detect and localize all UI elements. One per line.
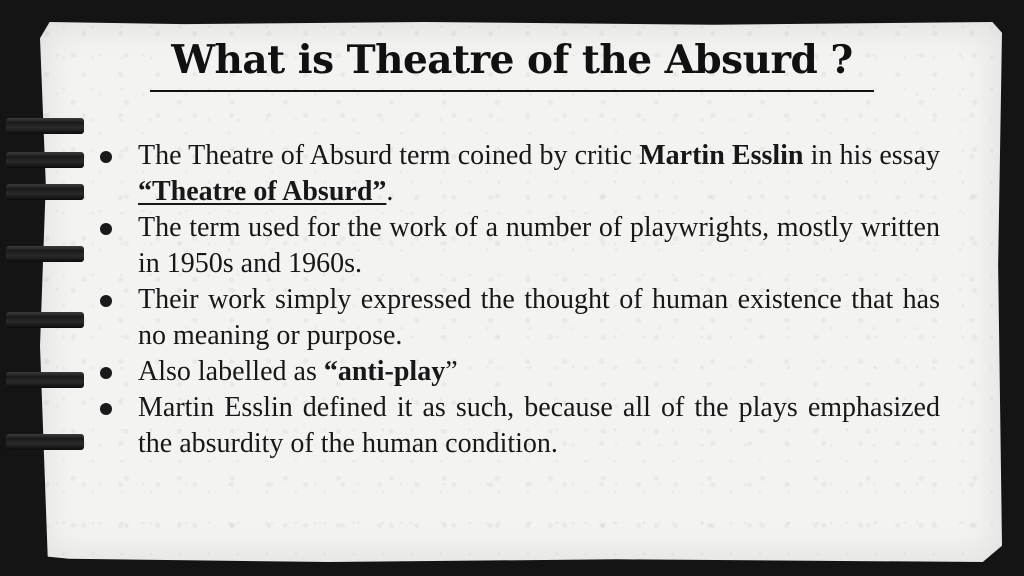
- underlined-essay-title: “Theatre of Absurd”: [138, 176, 387, 207]
- bullet-text: Also labelled as: [138, 356, 324, 387]
- bullet-text: Their work simply expressed the thought of human existence that has no meaning or purpose.: [138, 284, 940, 351]
- binder-ring: [6, 246, 84, 262]
- bullet-text: .: [386, 176, 394, 207]
- bullet-item: [98, 138, 940, 210]
- binder-ring: [6, 118, 84, 134]
- bullet-item: [98, 354, 940, 390]
- bold-text: “anti-play: [323, 356, 446, 387]
- bullet-text: Martin Esslin defined it as such, because all of the plays emphasized the absurdity of the human condition.: [138, 392, 940, 459]
- binder-ring: [6, 312, 84, 328]
- bullet-dot-icon: [100, 367, 112, 379]
- binder-ring: [6, 434, 84, 450]
- bullet-list: [98, 138, 940, 462]
- bullet-dot-icon: [100, 151, 112, 163]
- bullet-dot-icon: [100, 295, 112, 307]
- bullet-item: [98, 282, 940, 354]
- bold-text: Martin Esslin: [639, 140, 804, 171]
- bullet-text: ”: [445, 356, 458, 387]
- slide-title: What is Theatre of the Absurd ?: [150, 36, 874, 92]
- bullet-dot-icon: [100, 223, 112, 235]
- binder-ring: [6, 152, 84, 168]
- bullet-item: [98, 390, 940, 462]
- bullet-item: [98, 210, 940, 282]
- bullet-text: The term used for the work of a number of playwrights, mostly written in 1950s and 1960s.: [138, 212, 940, 279]
- binder-ring: [6, 184, 84, 200]
- bullet-text: The Theatre of Absurd term coined by critic: [138, 140, 640, 171]
- bullet-dot-icon: [100, 403, 112, 415]
- binder-ring: [6, 372, 84, 388]
- bullet-text: in his essay: [803, 140, 940, 171]
